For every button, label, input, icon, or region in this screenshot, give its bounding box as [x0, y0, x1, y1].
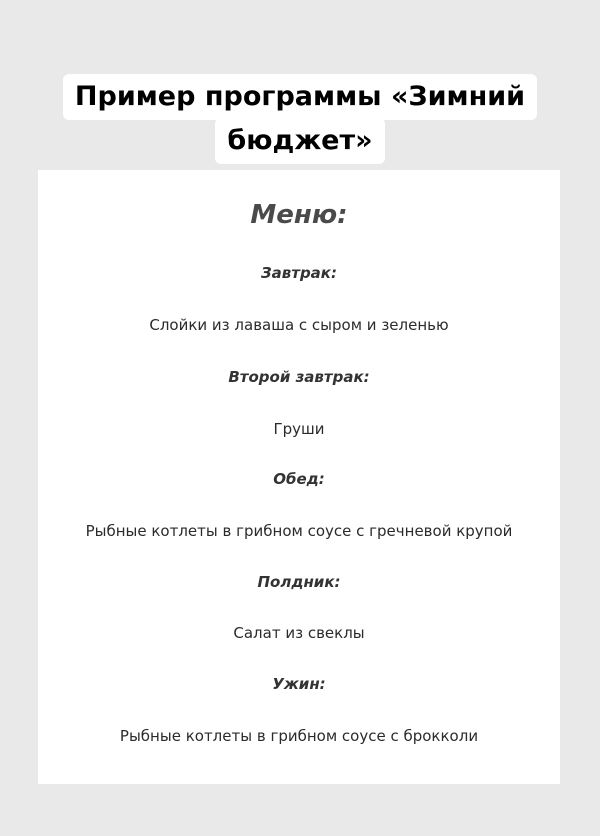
meal-label-afternoon-snack: Полдник: [257, 573, 341, 591]
meal-dish-dinner: Рыбные котлеты в грибном соусе с брокколи [119, 727, 479, 745]
meal-label-second-breakfast: Второй завтрак: [228, 368, 370, 386]
meal-dish-afternoon-snack: Салат из свеклы [233, 624, 365, 642]
menu-heading: Меню: [250, 200, 348, 230]
page-title [0, 74, 600, 164]
meal-dish-lunch: Рыбные котлеты в грибном соусе с гречневой крупой [85, 522, 513, 540]
meal-dish-breakfast: Слойки из лаваша с сыром и зеленью [149, 316, 449, 334]
menu-card [38, 170, 560, 784]
meal-label-breakfast: Завтрак: [260, 264, 337, 282]
title-line-2: бюджет» [215, 118, 384, 164]
meal-dish-second-breakfast: Груши [273, 420, 325, 438]
meal-label-lunch: Обед: [273, 470, 325, 488]
meal-label-dinner: Ужин: [272, 675, 326, 693]
title-line-1: Пример программы «Зимний [63, 74, 537, 120]
